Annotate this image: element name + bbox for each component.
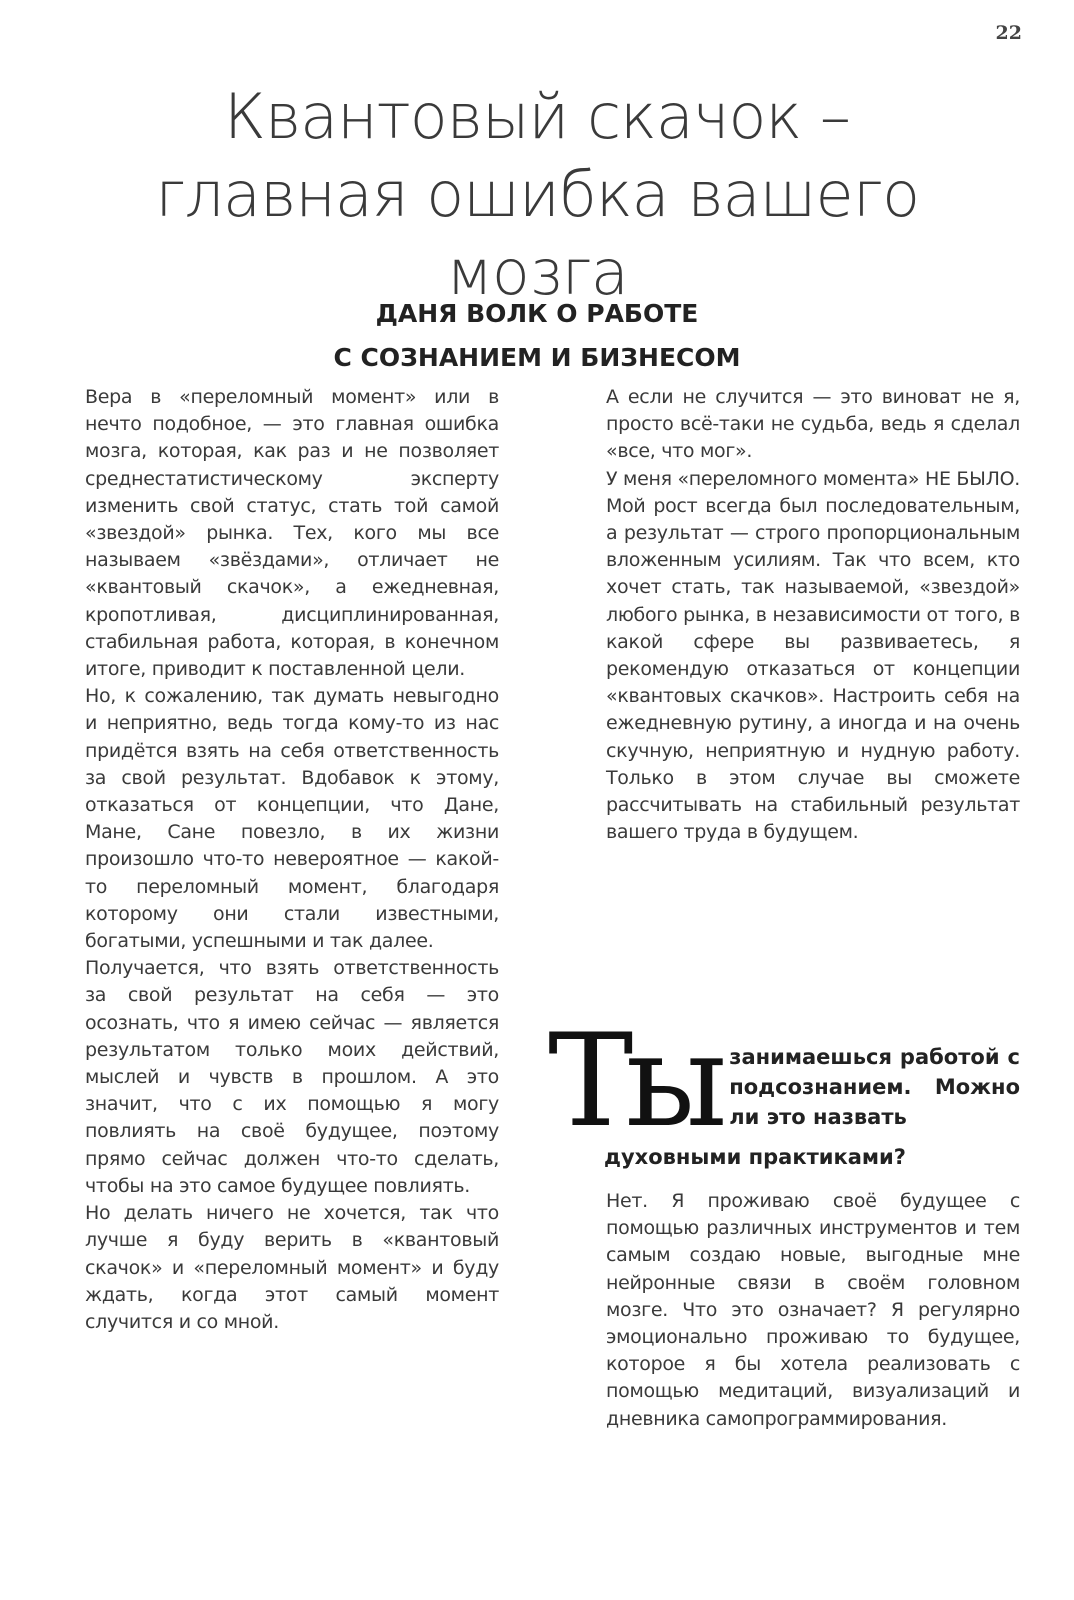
right-column xyxy=(606,384,1020,846)
question-tail: духовными практиками? xyxy=(604,1145,906,1169)
paragraph: Получается, что взять ответственность за свой результат на себя — это осознать, что я имею сейчас — является результатом только моих действий, мыслей и чувств в прошлом. А это значит, что с их помощью я могу повлиять на своё будущее, поэтому прямо сейчас должен что-то сделать, чтобы на это самое будущее повлиять. xyxy=(85,957,499,1197)
question-text: занимаешься работой с подсознанием. Можно ли это назвать xyxy=(729,1045,1020,1129)
title-line: мозга xyxy=(446,236,628,309)
subtitle-line: ДАНЯ ВОЛК О РАБОТЕ xyxy=(375,299,699,328)
title-line: Квантовый скачок – xyxy=(224,80,850,153)
interview-question xyxy=(548,1007,1020,1172)
paragraph: А если не случится — это виноват не я, просто всё-таки не судьба, ведь я сделал «все, что мог». xyxy=(606,386,1020,463)
paragraph: У меня «переломного момента» НЕ БЫЛО. Мой рост всегда был последовательным, а результат — строго пропорциональным вложенным усилиям. Так что всем, кто хочет стать, так называемой, «звездой» любого рынка, в независимости от того, в какой сфере вы развиваетесь, я рекомендую отказаться от концепции «квантовых скачков». Настроить себя на ежедневную рутину, а иногда и на очень скучную, неприятную и нудную работу. Только в этом случае вы сможете рассчитывать на стабильный результат вашего труда в будущем. xyxy=(606,467,1020,844)
title-line: главная ошибка вашего xyxy=(154,158,920,231)
subtitle-line: С СОЗНАНИЕМ И БИЗНЕСОМ xyxy=(333,343,741,372)
paragraph: Но, к сожалению, так думать невыгодно и неприятно, ведь тогда кому-то из нас придётся взять на себя ответственность за свой результат. Вдобавок к этому, отказаться от концепции, что Дане, Мане, Сане повезло, в их жизни произошло что-то невероятное — какой-то переломный момент, благодаря которому они стали известными, богатыми, успешными и так далее. xyxy=(85,685,499,953)
paragraph: Вера в «переломный момент» или в нечто подобное, — это главная ошибка мозга, которая, как раз и не позволяет среднестатистическому эксперту изменить свой статус, стать той самой «звездой» рынка. Тех, кого мы все называем «звёздами», отличает не «квантовый скачок», а ежедневная, кропотливая, дисциплинированная, стабильная работа, которая, в конечном итоге, приводит к поставленной цели. xyxy=(85,386,499,681)
left-column xyxy=(85,384,499,1336)
paragraph: Но делать ничего не хочется, так что лучше я буду верить в «квантовый скачок» и «переломный момент» и буду ждать, когда этот самый момент случится и со мной. xyxy=(85,1202,499,1333)
dropcap: Ты xyxy=(548,1007,720,1156)
article-title xyxy=(0,78,1074,312)
interview-answer: Нет. Я проживаю своё будущее с помощью различных инструментов и тем самым создаю новые, выгодные мне нейронные связи в своём головном мозге. Что это означает? Я регулярно эмоционально проживаю то будущее, которое я бы хотела реализовать с помощью медитаций, визуализаций и дневника самопрограммирования. xyxy=(606,1190,1020,1430)
article-subtitle xyxy=(0,292,1074,380)
page-number: 22 xyxy=(995,22,1022,44)
